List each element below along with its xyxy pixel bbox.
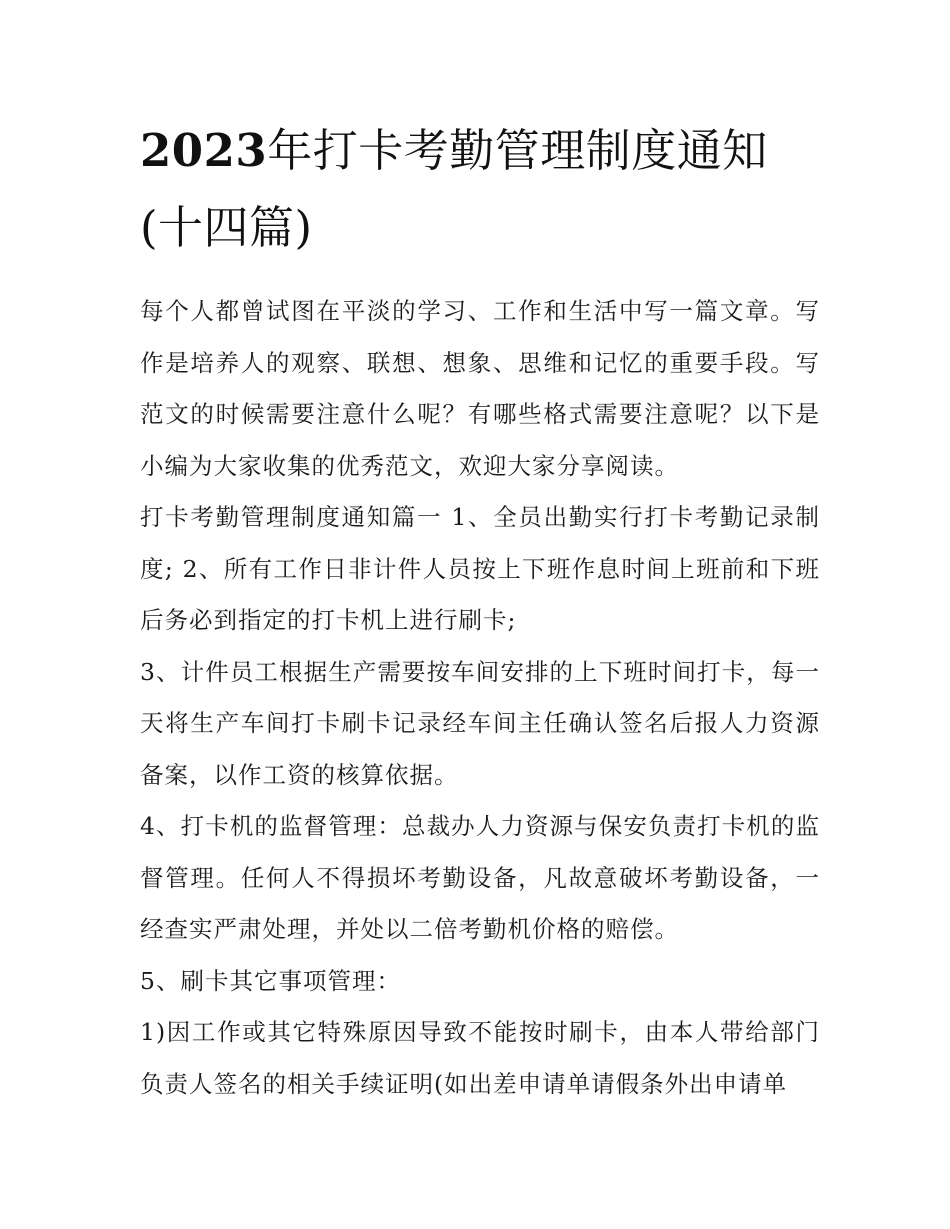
document-body bbox=[140, 112, 820, 1110]
paragraph-intro: 每个人都曾试图在平淡的学习、工作和生活中写一篇文章。写作是培养人的观察、联想、想象、思维和记忆的重要手段。写范文的时候需要注意什么呢？有哪些格式需要注意呢？以下是小编为大家收集的优秀范文，欢迎大家分享阅读。 bbox=[140, 297, 820, 480]
title-text: 年打卡考勤管理制度通知(十四篇) bbox=[140, 124, 768, 254]
paragraph-item-5: 5、刷卡其它事项管理： bbox=[140, 966, 401, 995]
paragraph-item-1-2: 打卡考勤管理制度通知篇一 1、全员出勤实行打卡考勤记录制度; 2、所有工作日非计件人员按上下班作息时间上班前和下班后务必到指定的打卡机上进行刷卡; bbox=[140, 503, 820, 634]
document-title bbox=[140, 112, 820, 266]
title-year: 2023 bbox=[140, 124, 268, 177]
paragraph-item-3: 3、计件员工根据生产需要按车间安排的上下班时间打卡，每一天将生产车间打卡刷卡记录经车间主任确认签名后报人力资源备案，以作工资的核算依据。 bbox=[140, 657, 820, 789]
paragraph-item-4: 4、打卡机的监督管理：总裁办人力资源与保安负责打卡机的监督管理。任何人不得损坏考勤设备，凡故意破坏考勤设备，一经查实严肃处理，并处以二倍考勤机价格的赔偿。 bbox=[140, 812, 820, 943]
paragraph-item-5-1: 1)因工作或其它特殊原因导致不能按时刷卡，由本人带给部门负责人签名的相关手续证明(如出差申请单请假条外出申请单 bbox=[140, 1018, 820, 1098]
